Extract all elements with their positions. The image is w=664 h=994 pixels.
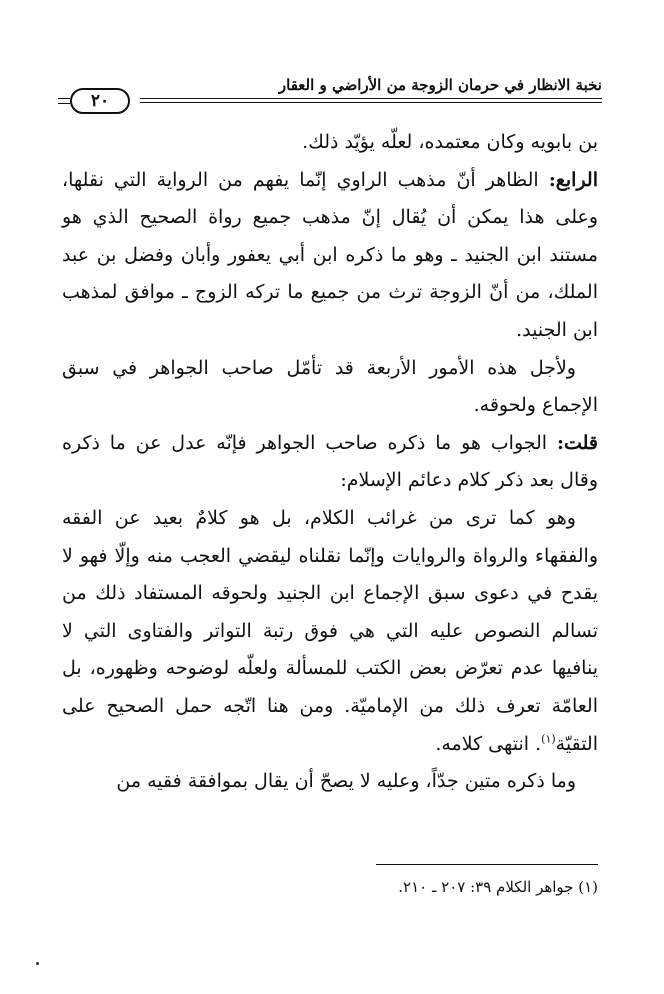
paragraph xyxy=(62,763,598,801)
paragraph xyxy=(62,425,598,500)
page-number: ٢٠ xyxy=(70,88,130,114)
paragraph-lead: قلت: xyxy=(556,431,598,454)
header-rule-double xyxy=(140,102,602,103)
paragraph-tail: . انتهى كلامه. xyxy=(435,732,542,755)
footnote-marker[interactable]: (١) xyxy=(541,732,556,746)
paragraph-text: ولأجل هذه الأمور الأربعة قد تأمّل صاحب الجواهر في سبق الإجماع ولحوقه. xyxy=(62,356,598,417)
paragraph-text: وما ذكره متين جدّاً، وعليه لا يصحّ أن يقال بموافقة فقيه من xyxy=(116,770,576,793)
footnote: (١) جواهر الكلام ٣٩: ٢٠٧ ـ ٢١٠. xyxy=(398,878,598,896)
footnote-divider xyxy=(376,864,598,865)
paragraph xyxy=(62,350,598,425)
paragraph xyxy=(62,500,598,763)
paragraph-text: بن بابويه وكان معتمده، لعلّه يؤيّد ذلك. xyxy=(302,131,598,153)
paragraph-text: الظاهر أنّ مذهب الراوي إنّما يفهم من الرواية التي نقلها، وعلى هذا يمكن أن يُقال إنّ مذهب جميع رواة الصحيح الذي هو مستند ابن الجنيد ـ وهو ما ذكره ابن أبي يعفور وأبان وفضل بن عبد الملك، من أنّ الزوجة ترث من جميع ما تركه الزوج ـ موافق لمذهب ابن الجنيد. xyxy=(62,168,598,341)
header-rule xyxy=(140,98,602,99)
page-header xyxy=(58,70,602,118)
paragraph xyxy=(62,124,598,162)
paragraph xyxy=(62,162,598,350)
page-mark xyxy=(36,962,39,965)
header-rule-end xyxy=(58,98,70,104)
paragraph-text: وهو كما ترى من غرائب الكلام، بل هو كلامٌ بعيد عن الفقه والفقهاء والرواة والروايات وإنّما نقلناه ليقضي العجب منه وإلّا فهو لا يقدح في دعوى سبق الإجماع ابن الجنيد ولحوقه المستفاد ذلك من تسالم النصوص عليه التي هي فوق رتبة التواتر والفتاوى التي لا ينافيها عدم تعرّض بعض الكتب للمسألة ولعلّه لوضوحه وظهوره، بل العامّة تعرف ذلك من الإماميّة. ومن هنا اتّجه حمل الصحيح على التقيّة xyxy=(62,506,598,755)
paragraph-lead: الرابع: xyxy=(548,168,598,191)
body-text xyxy=(62,124,598,801)
paragraph-text: الجواب هو ما ذكره صاحب الجواهر فإنّه عدل عن ما ذكره وقال بعد ذكر كلام دعائم الإسلام: xyxy=(62,431,598,492)
running-title: نخبة الانظار في حرمان الزوجة من الأراضي و العقار xyxy=(278,76,602,94)
